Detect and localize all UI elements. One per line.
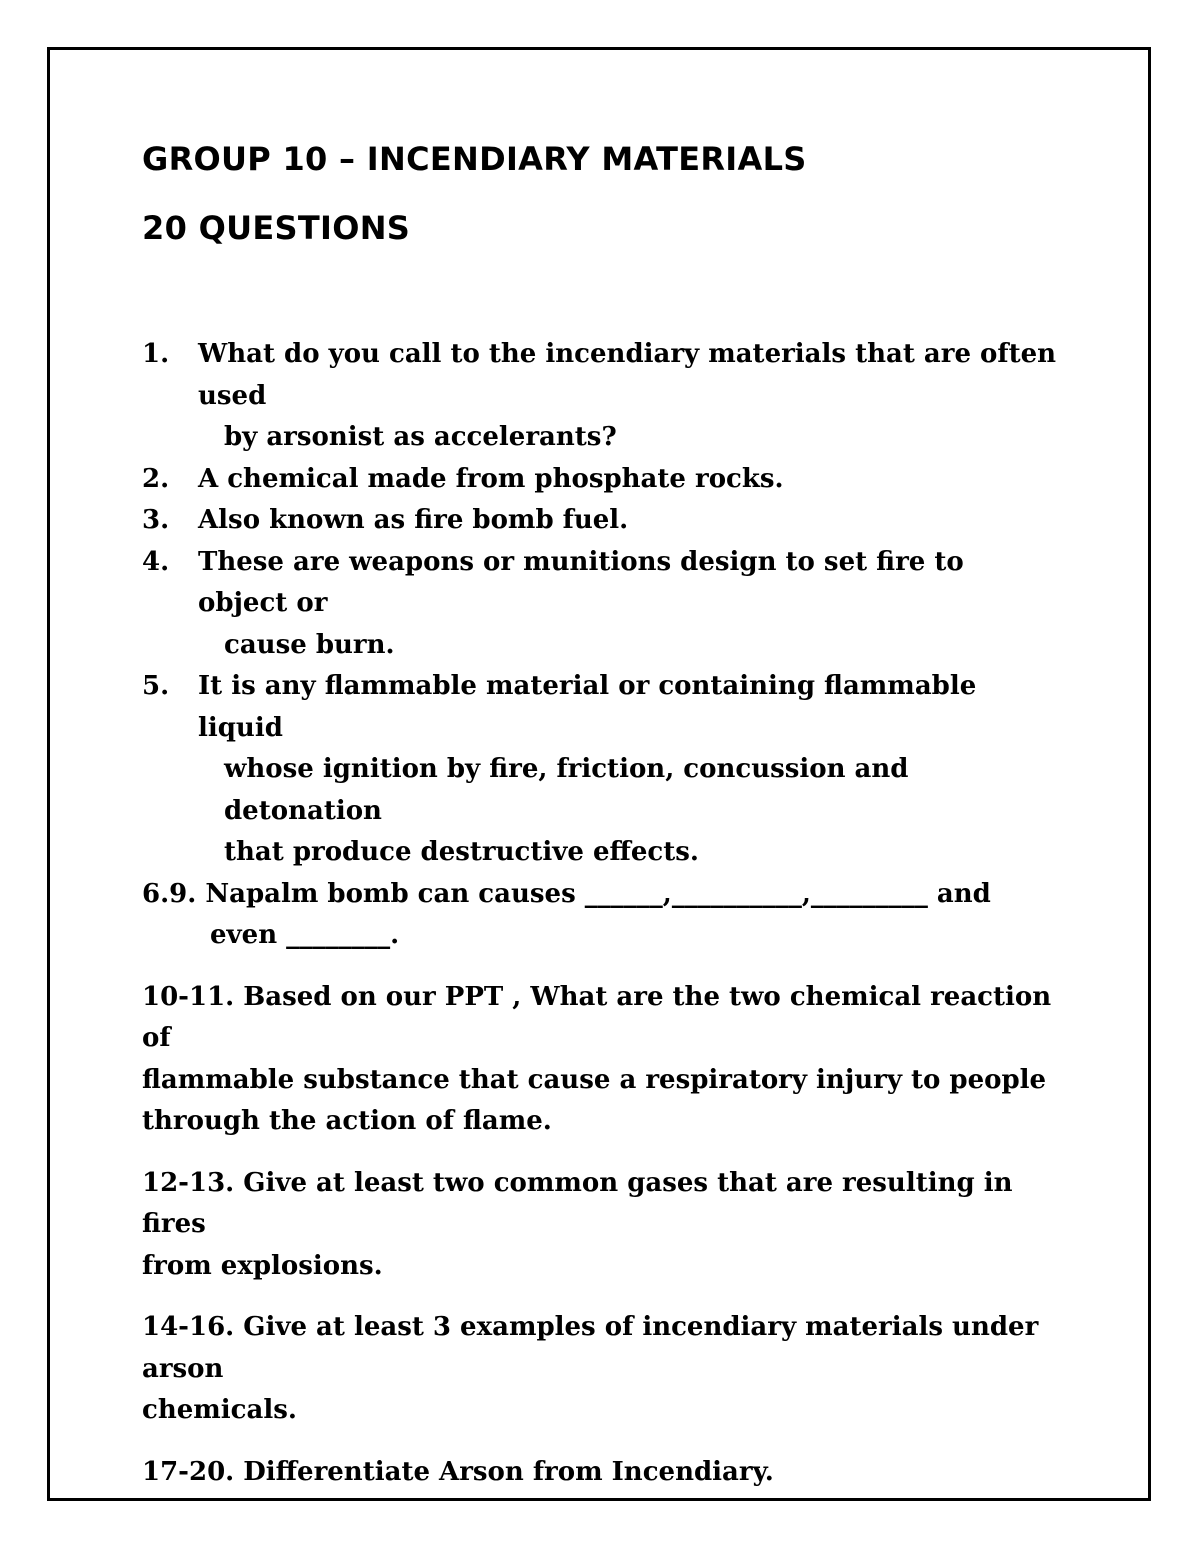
document-subtitle: 20 QUESTIONS — [142, 209, 411, 247]
question-text: Also known as fire bomb fuel. — [198, 505, 629, 535]
question-5 — [142, 666, 1062, 874]
question-12-13 — [142, 1163, 1062, 1288]
question-text: What do you call to the incendiary materials that are often used — [198, 339, 1057, 411]
question-number: 3. — [142, 505, 170, 535]
question-list — [142, 334, 1062, 1493]
question-text: 14-16. Give at least 3 examples of incendiary materials under arson — [142, 1312, 1039, 1384]
question-text: 6.9. Napalm bomb can causes ______,__________,_________ and — [142, 878, 991, 909]
question-text-continued: chemicals. — [142, 1395, 297, 1425]
question-10-11 — [142, 977, 1062, 1143]
question-text-continued: even ________. — [210, 920, 400, 950]
question-text-continued: that produce destructive effects. — [224, 837, 699, 867]
question-14-16 — [142, 1307, 1062, 1432]
question-number: 1. — [142, 339, 170, 369]
question-4 — [142, 542, 1062, 667]
question-number: 2. — [142, 463, 170, 494]
question-text-continued: through the action of flame. — [142, 1106, 552, 1136]
question-3 — [142, 500, 1062, 542]
question-text: A chemical made from phosphate rocks. — [198, 463, 784, 494]
question-text: 10-11. Based on our PPT , What are the two chemical reaction of — [142, 981, 1052, 1053]
document-title: GROUP 10 – INCENDIARY MATERIALS — [142, 140, 807, 178]
question-text-continued: from explosions. — [142, 1250, 383, 1281]
question-text: 12-13. Give at least two common gases that are resulting in fires — [142, 1167, 1013, 1239]
question-2 — [142, 459, 1062, 501]
question-text-continued: whose ignition by fire, friction, concussion and detonation — [224, 754, 909, 826]
question-1 — [142, 334, 1062, 459]
question-text-continued: flammable substance that cause a respiratory injury to people — [142, 1064, 1047, 1095]
question-6-9 — [142, 874, 1062, 957]
question-17-20 — [142, 1452, 1062, 1494]
question-number: 4. — [142, 546, 170, 577]
question-text: These are weapons or munitions design to set fire to object or — [198, 546, 964, 618]
question-text-continued: by arsonist as accelerants? — [224, 422, 617, 452]
question-text: 17-20. Differentiate Arson from Incendiary. — [142, 1456, 774, 1487]
question-text: It is any flammable material or containing flammable liquid — [198, 671, 977, 743]
question-text-continued: cause burn. — [224, 629, 395, 660]
question-number: 5. — [142, 671, 170, 701]
